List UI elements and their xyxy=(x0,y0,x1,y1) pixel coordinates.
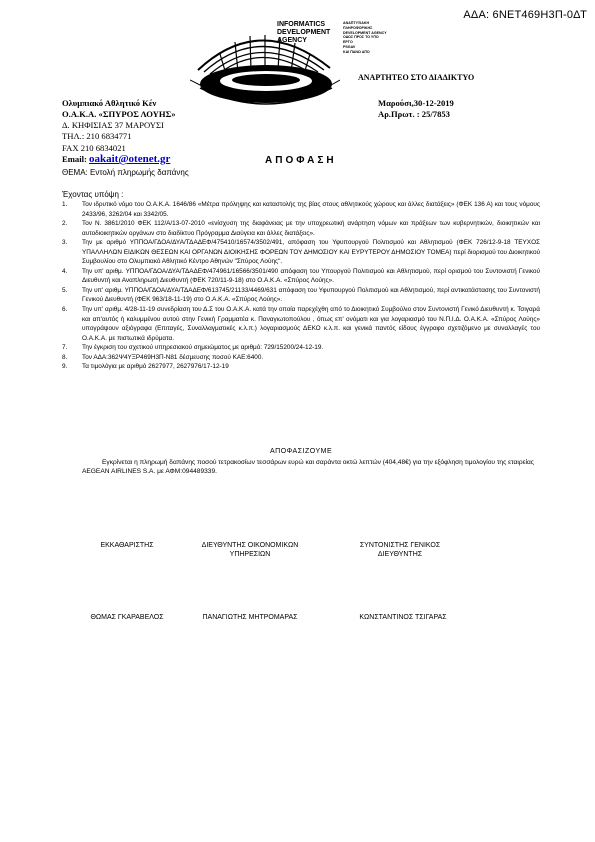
item-number: 7. xyxy=(62,344,68,352)
protocol-number: Αρ.Πρωτ. : 25/7853 xyxy=(378,109,450,119)
signature-title-line: ΕΚΚΑΘΑΡΙΣΤΗΣ xyxy=(100,542,154,549)
document-subject: ΘΕΜΑ: Εντολή πληρωμής δαπάνης xyxy=(62,168,189,177)
considerations-list xyxy=(62,200,540,372)
decision-heading: ΑΠΟΦΑΣΙΖΟΥΜΕ xyxy=(270,448,333,455)
document-title: ΑΠΟΦΑΣΗ xyxy=(265,155,337,166)
item-number: 6. xyxy=(62,306,68,314)
list-item xyxy=(62,362,540,372)
item-text: Τα τιμολόγια με αριθμό 2627977, 2627976/17-12-19 xyxy=(82,363,229,371)
logo-word: AGENCY xyxy=(277,37,307,44)
signature-name: ΠΑΝΑΓΙΩΤΗΣ ΜΗΤΡΟΜΑΡΑΣ xyxy=(202,614,298,621)
org-email-row xyxy=(62,154,170,165)
logo-small-line: ΟΔΟΣ ΠΡΟΣ ΤΟ ΥΠΟ xyxy=(343,35,379,40)
org-address: Δ. ΚΗΦΙΣΙΑΣ 37 ΜΑΡΟΥΣΙ xyxy=(62,120,164,130)
logo-small-line: PSGAV xyxy=(343,44,356,49)
org-fax: FAX 210 6834021 xyxy=(62,143,126,153)
item-text: Την υπ' αριθμ. ΥΠΠΟΑ/ΓΔΟΑ/ΔΥΑ/ΤΔΑΔΕΦ/474961/16566/3501/490 απόφαση του Υπουργού Πολιτισμού και Αθλητισμού, περί ορισμού του Συντονιστή Γενικού Διευθυντή και Αναπληρωτή Διευθυντή (ΦΕΚ 720/11-9-18) στο Ο.Α.Κ.Α. «Σπύρος Λούης». xyxy=(82,267,540,285)
logo-text xyxy=(277,21,330,45)
logo-small-line: ΚΑΙ ΠΑΝΩ ΑΠΟ xyxy=(343,49,370,54)
email-link[interactable]: oakait@otenet.gr xyxy=(88,153,171,165)
signature-title-finance xyxy=(185,541,315,559)
signature-title-line: ΣΥΝΤΟΝΙΣΤΗΣ ΓΕΝΙΚΟΣ xyxy=(359,542,441,549)
item-number: 5. xyxy=(62,286,68,294)
place-date: Μαρούσι,30-12-2019 xyxy=(378,98,454,108)
signature-title-line: ΔΙΕΥΘΥΝΤΗΣ xyxy=(377,551,423,558)
list-item xyxy=(62,219,540,238)
considerations-intro: Έχοντας υπόψη : xyxy=(62,190,124,199)
signature-name: ΚΩΝΣΤΑΝΤΙΝΟΣ ΤΣΙΓΑΡΑΣ xyxy=(359,614,447,621)
org-phone: ΤΗΛ.: 210 6834771 xyxy=(62,131,132,141)
logo-small-text xyxy=(343,21,403,55)
list-item xyxy=(62,200,540,219)
item-text: Τον ιδρυτικό νόμο του Ο.Α.Κ.Α. 1646/86 «Μέτρα πρόληψης και καταστολής της βίας στους αθλητικούς χώρους και άλλες διατάξεις» (ΦΕΚ 136 Α) και τους νόμους 2433/96, 3262/04 και 3342/05. xyxy=(82,201,540,218)
item-text: Τον ΑΔΑ:362Ψ4ΥΞΡ469Η3Π-Ν81 δέσμευσης ποσού ΚΑΕ:6400. xyxy=(82,353,264,361)
item-number: 4. xyxy=(62,267,68,275)
signature-title-line: ΔΙΕΥΘΥΝΤΗΣ ΟΙΚΟΝΟΜΙΚΩΝ xyxy=(201,542,299,549)
list-item xyxy=(62,343,540,353)
signature-name: ΘΩΜΑΣ ΓΚΑΡΑΒΕΛΟΣ xyxy=(90,614,164,621)
list-item xyxy=(62,267,540,286)
org-short-name: Ο.Α.Κ.Α. «ΣΠΥΡΟΣ ΛΟΥΗΣ» xyxy=(62,109,176,119)
list-item xyxy=(62,353,540,363)
org-name: Ολυμπιακό Αθλητικό Κέν xyxy=(62,98,157,108)
signature-title-director xyxy=(335,541,465,559)
item-number: 3. xyxy=(62,239,68,247)
item-text: Την υπ' αριθμ. ΥΠΠΟΑ/ΓΔΟΑ/ΔΥΑ/ΤΔΑΔΕΦ/613745/21133/4469/631 απόφαση του Υφυπουργού Πολιτισμού και Αθλητισμού, περί αντικατάστασης του Συντονιστή Γενικού Διευθυντή (ΦΕΚ 963/18-11-19) στο Ο.Α.Κ.Α. «Σπύρος Λούης». xyxy=(82,286,540,304)
logo-word: INFORMATICS xyxy=(277,21,326,28)
logo-word: DEVELOPMENT xyxy=(277,29,331,36)
list-item xyxy=(62,305,540,343)
logo-small-line: ΠΛΗΡΟΦΟΡΙΚΗΣ xyxy=(343,25,373,30)
ada-code: ΑΔΑ: 6ΝΕΤ469Η3Π-0ΔΤ xyxy=(463,9,587,21)
posted-online-label: ΑΝΑΡΤΗΤΕΟ ΣΤΟ ΔΙΑΔΙΚΤΥΟ xyxy=(358,73,475,82)
item-number: 9. xyxy=(62,363,68,371)
logo-small-line: ΕΡΓΟ xyxy=(343,40,353,45)
signature-title-clearing xyxy=(72,541,182,550)
item-text: Τον Ν. 3861/2010 ΦΕΚ 112/Α/13-07-2010 «ενίσχυση της διαφάνειας με την υποχρεωτική ανάρτηση νόμων και πράξεων των κυβερνητικών, διοικητικών και αυτοδιοικητικών οργάνων στο διαδίκτυο Πρόγραμμα Διαύγεια και άλλες διατάξεις». xyxy=(82,220,540,237)
logo-small-line: ΑΝΑΠΤΥΞΙΑΚΗ xyxy=(343,21,370,25)
item-text: Την με αριθμό ΥΠΠΟΑ/ΓΔΟΑ/ΔΥΑ/ΤΔΑΔΕΦ/475410/16574/3502/491, απόφαση του Υφυπουργού Πολιτισμού και Αθλητισμού (ΦΕΚ 726/12-9-18 ΤΕΥΧΟΣ ΥΠΑΛΛΗΛΩΝ ΕΙΔΙΚΩΝ ΘΕΣΕΩΝ ΚΑΙ ΟΡΓΑΝΩΝ ΔΙΟΙΚΗΣΗΣ ΦΟΡΕΩΝ ΤΟΥ ΔΗΜΟΣΙΟΥ ΚΑΙ ΕΥΡΥΤΕΡΟΥ ΔΗΜΟΣΙΟΥ ΤΟΜΕΑ) περί διορισμού του Διοικητικού Συμβουλίου στο Ολυμπιακό Αθλητικό Κέντρο Αθηνών "Σπύρος Λούης". xyxy=(82,239,540,266)
item-number: 1. xyxy=(62,201,68,208)
decision-text: Εγκρίνεται η πληρωμή δαπάνης ποσού τετρακοσίων τεσσάρων ευρώ και σαράντα οκτώ λεπτών (404,48€) για την εξόφληση τιμολογίου της εταιρείας AEGEAN AIRLINES S.A. με ΑΦΜ:094489339. xyxy=(82,459,534,475)
item-number: 8. xyxy=(62,353,68,361)
email-label: Email: xyxy=(62,154,87,164)
logo-small-line: DEVELOPMENT AGENCY xyxy=(343,30,387,35)
item-text: Την υπ' αριθμ. 4/28-11-19 συνεδρίαση του Δ.Σ του Ο.Α.Κ.Α. κατά την οποία παρεχέχθη από το Διοικητικό Συμβούλιο στον Συντονιστή Γενικό Διευθυντή κ. Τσιγαρά και απ'αυτός ή καλυμμένου αυτού στην Γενική Γραμματέα κ. Παναγιωτοπούλου , όπως επ' ονόματι και για λογαριασμό του Ν.Π.Ι.Δ. Ο.Α.Κ.Α. «Σπύρος Λούης» υπογράψουν αξιόγραφα (Επιταγές, Συναλλαγματικές κ.λ.π.) λογαριασμούς ΔΕΚΟ κ.λ.π. και γενικά παντός είδους έγγραφο σχετιζόμενο με συναλλαγές του Ο.Α.Κ.Α. με πιστωτικά ιδρύματα. xyxy=(82,306,540,342)
list-item xyxy=(62,286,540,305)
item-text: Την έγκριση του σχετικού υπηρεσιακού σημειώματος με αριθμό: 729/15200/24-12-19. xyxy=(82,344,324,352)
list-item xyxy=(62,238,540,267)
signature-title-line: ΥΠΗΡΕΣΙΩΝ xyxy=(229,551,271,558)
item-number: 2. xyxy=(62,220,68,228)
